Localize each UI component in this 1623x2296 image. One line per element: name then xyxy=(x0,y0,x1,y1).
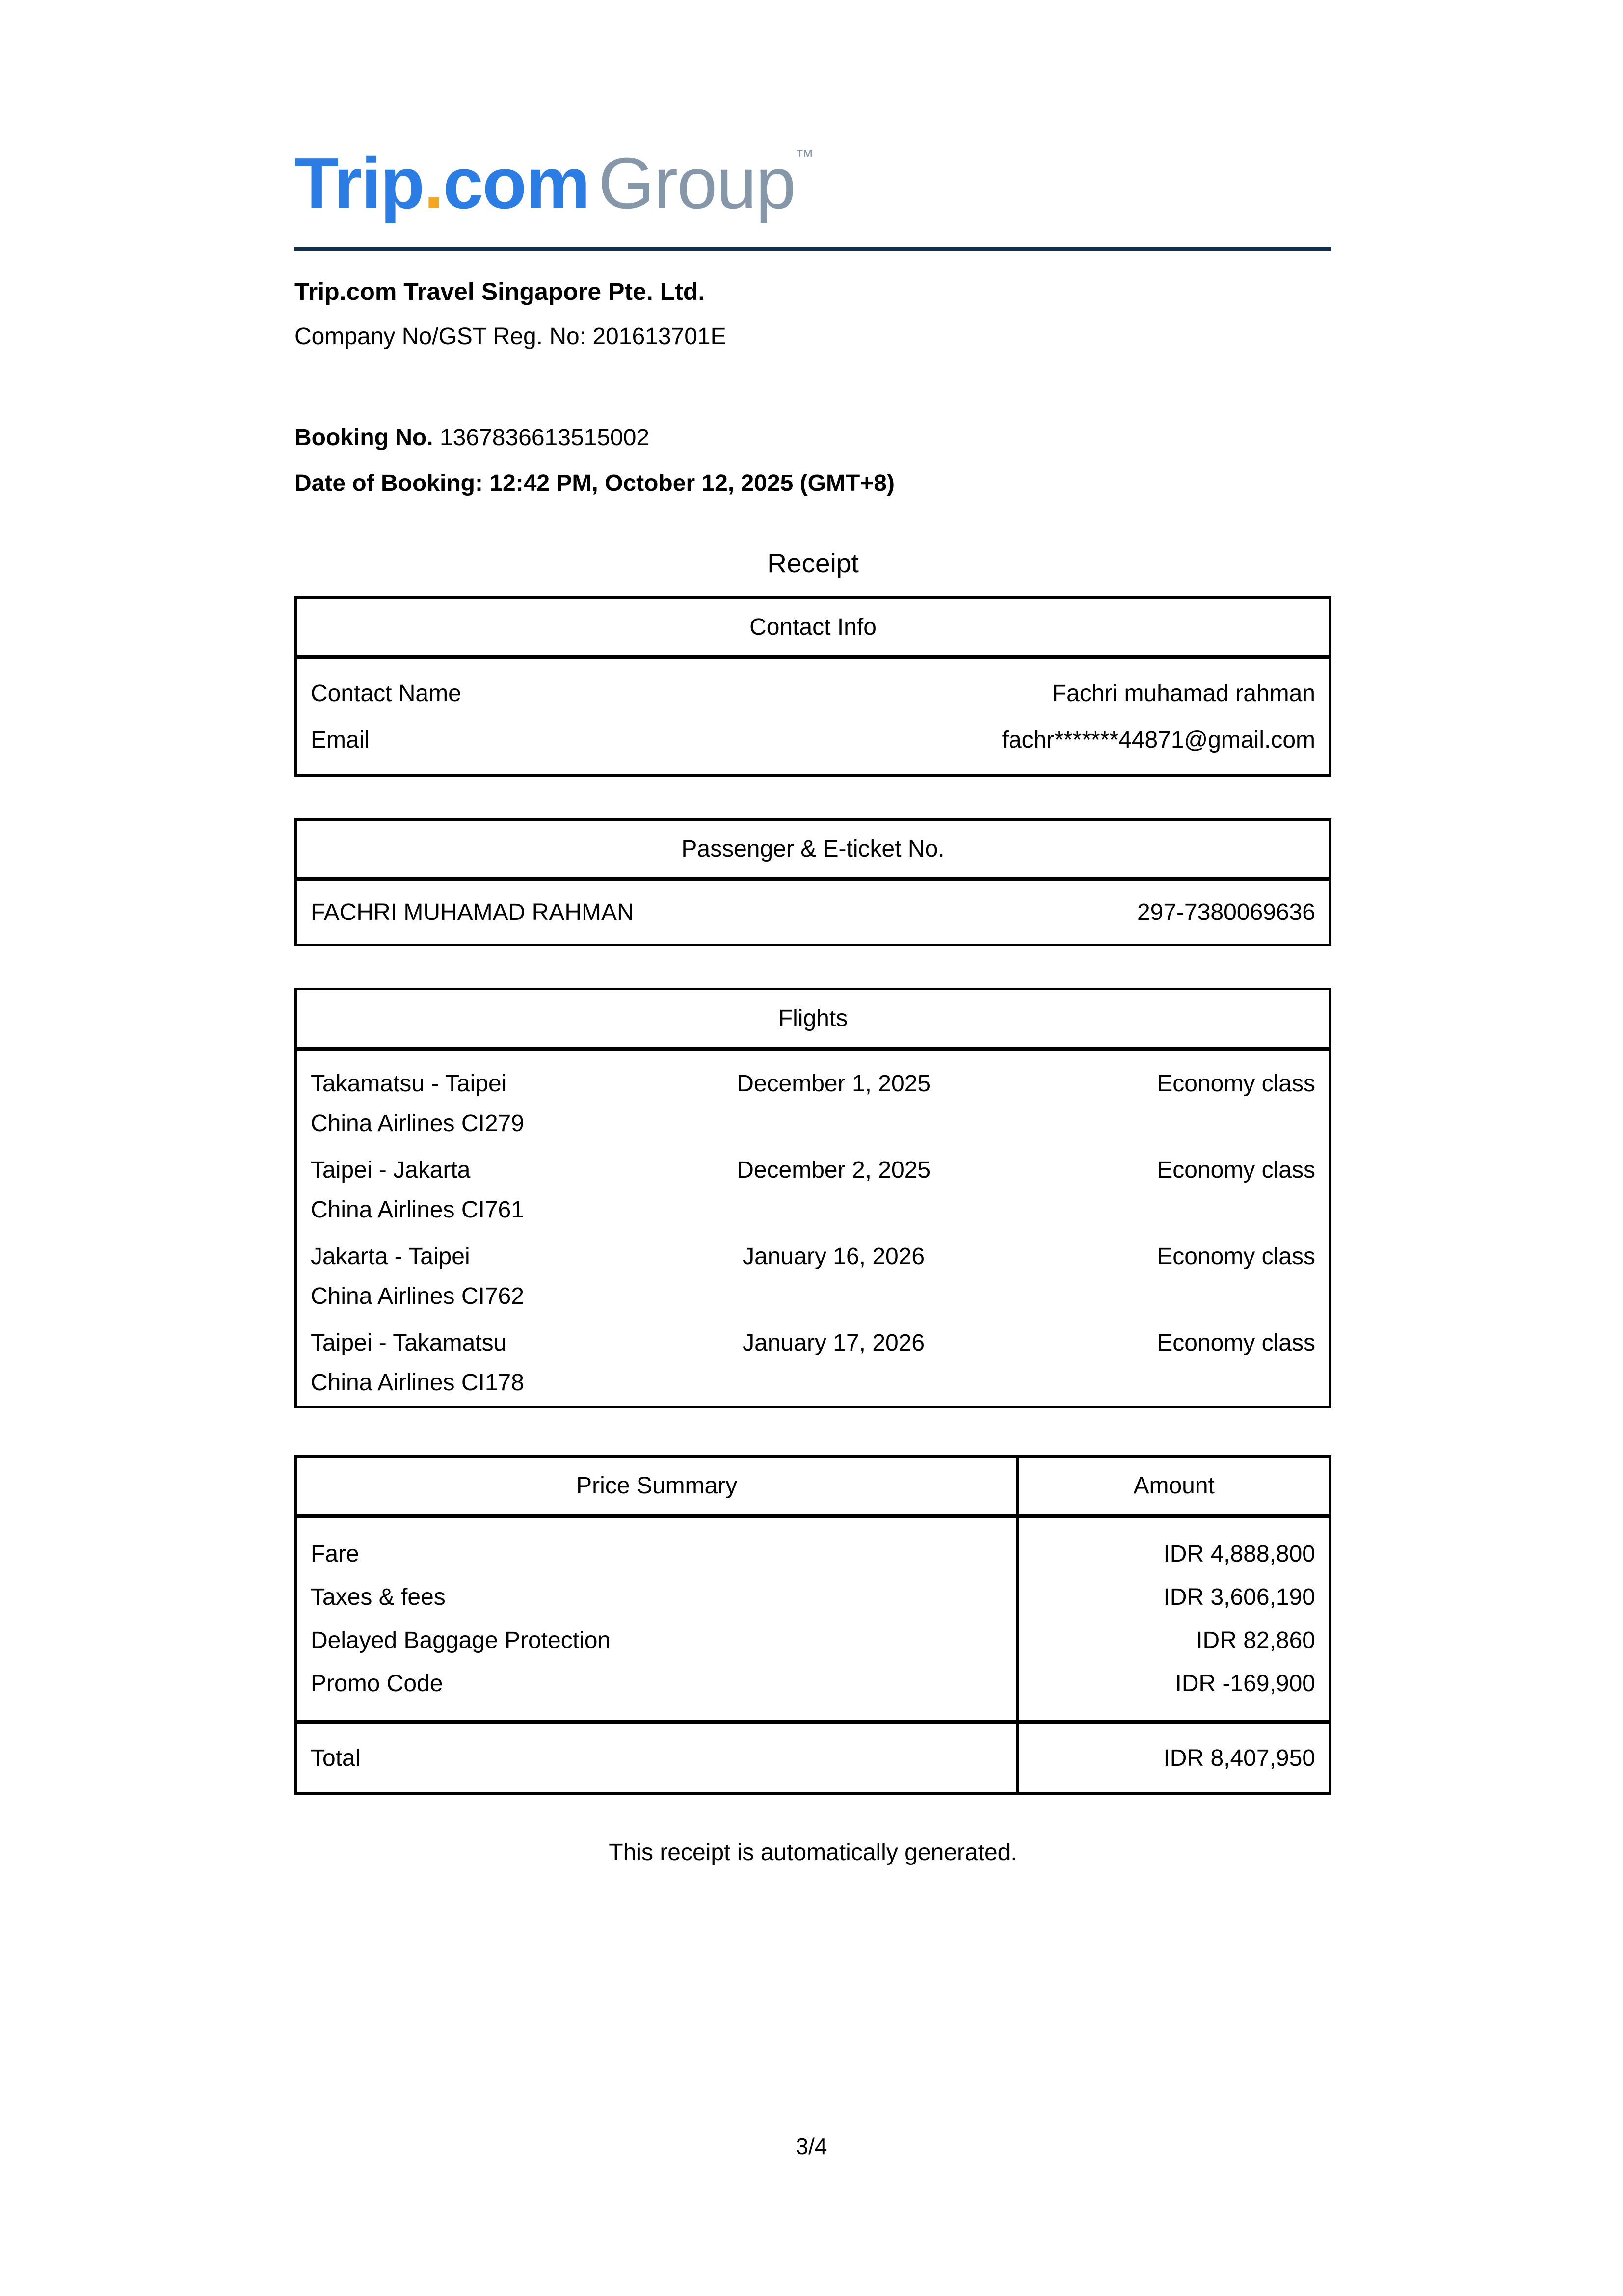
flight-route-cell xyxy=(296,1320,679,1407)
delayed-baggage-label: Delayed Baggage Protection xyxy=(296,1619,1018,1662)
passenger-row xyxy=(296,879,1330,945)
flights-table xyxy=(294,988,1331,1408)
flight-route-cell xyxy=(296,1049,679,1147)
flight-airline: China Airlines CI761 xyxy=(311,1196,524,1223)
contact-info-header-row xyxy=(296,597,1330,657)
total-amount: IDR 8,407,950 xyxy=(1018,1722,1330,1794)
price-summary-table xyxy=(294,1455,1331,1795)
company-name: Trip.com Travel Singapore Pte. Ltd. xyxy=(294,278,705,305)
flight-route: Takamatsu - Taipei xyxy=(311,1070,507,1097)
flights-header-row xyxy=(296,989,1330,1049)
logo-com-text: com xyxy=(443,143,589,224)
contact-email-label: Email xyxy=(311,727,370,753)
contact-info-table xyxy=(294,596,1331,777)
receipt-content xyxy=(294,143,1331,1866)
tripcom-group-logo xyxy=(294,143,1331,224)
flight-route: Jakarta - Taipei xyxy=(311,1243,470,1270)
passenger-eticket-table xyxy=(294,818,1331,946)
passenger-name: FACHRI MUHAMAD RAHMAN xyxy=(311,899,634,925)
price-row xyxy=(296,1619,1330,1662)
flight-date: December 2, 2025 xyxy=(737,1157,931,1183)
company-registration: Company No/GST Reg. No: 201613701E xyxy=(294,324,726,350)
contact-name-value: Fachri muhamad rahman xyxy=(1052,680,1315,706)
flight-row xyxy=(296,1049,1330,1147)
flight-class: Economy class xyxy=(1157,1243,1315,1270)
flight-class: Economy class xyxy=(1157,1329,1315,1356)
promo-code-amount: IDR -169,900 xyxy=(1175,1670,1315,1697)
flight-date: January 16, 2026 xyxy=(743,1243,925,1270)
eticket-number: 297-7380069636 xyxy=(1137,899,1315,925)
header-divider xyxy=(294,247,1331,251)
taxes-fees-label: Taxes & fees xyxy=(296,1576,1018,1619)
receipt-title: Receipt xyxy=(767,547,859,578)
flight-airline: China Airlines CI279 xyxy=(311,1110,524,1136)
logo-dot: . xyxy=(424,143,443,224)
logo-group-text: Group xyxy=(598,143,796,224)
price-row xyxy=(296,1516,1330,1576)
flight-row xyxy=(296,1320,1330,1407)
flight-row xyxy=(296,1147,1330,1233)
flight-date: December 1, 2025 xyxy=(737,1070,931,1097)
total-row xyxy=(296,1722,1330,1794)
fare-label: Fare xyxy=(296,1516,1018,1576)
logo-trademark-symbol: ™ xyxy=(795,146,813,167)
amount-header: Amount xyxy=(1018,1456,1330,1516)
flight-airline: China Airlines CI178 xyxy=(311,1369,524,1396)
price-summary-header: Price Summary xyxy=(296,1456,1018,1516)
flight-route-cell xyxy=(296,1147,679,1233)
flight-class: Economy class xyxy=(1157,1157,1315,1183)
booking-number-value: 1367836613515002 xyxy=(439,424,650,451)
fare-amount: IDR 4,888,800 xyxy=(1163,1540,1315,1567)
page-number: 3/4 xyxy=(796,2134,827,2159)
contact-email-value: fachr*******44871@gmail.com xyxy=(1002,727,1315,753)
price-row xyxy=(296,1576,1330,1619)
flight-route-cell xyxy=(296,1233,679,1320)
total-label: Total xyxy=(296,1722,1018,1794)
flight-class: Economy class xyxy=(1157,1070,1315,1097)
logo-trip-text: Trip xyxy=(294,143,424,224)
flight-airline: China Airlines CI762 xyxy=(311,1283,524,1309)
booking-number-line xyxy=(294,424,1331,452)
price-summary-header-row xyxy=(296,1456,1330,1516)
booking-number-label: Booking No. xyxy=(294,424,433,451)
taxes-fees-amount: IDR 3,606,190 xyxy=(1163,1584,1315,1610)
flight-date: January 17, 2026 xyxy=(743,1329,925,1356)
contact-info-header: Contact Info xyxy=(296,597,1330,657)
contact-name-label: Contact Name xyxy=(311,680,461,706)
flight-route: Taipei - Jakarta xyxy=(311,1157,471,1183)
passenger-eticket-header: Passenger & E-ticket No. xyxy=(296,819,1330,879)
contact-row xyxy=(296,717,1330,776)
flights-header: Flights xyxy=(296,989,1330,1049)
passenger-header-row xyxy=(296,819,1330,879)
flight-route: Taipei - Takamatsu xyxy=(311,1329,507,1356)
price-row xyxy=(296,1662,1330,1722)
contact-row xyxy=(296,657,1330,717)
delayed-baggage-amount: IDR 82,860 xyxy=(1196,1627,1315,1653)
promo-code-label: Promo Code xyxy=(296,1662,1018,1722)
flight-row xyxy=(296,1233,1330,1320)
booking-date-line: Date of Booking: 12:42 PM, October 12, 2025 (GMT+8) xyxy=(294,470,895,497)
auto-generated-note: This receipt is automatically generated. xyxy=(609,1839,1017,1865)
